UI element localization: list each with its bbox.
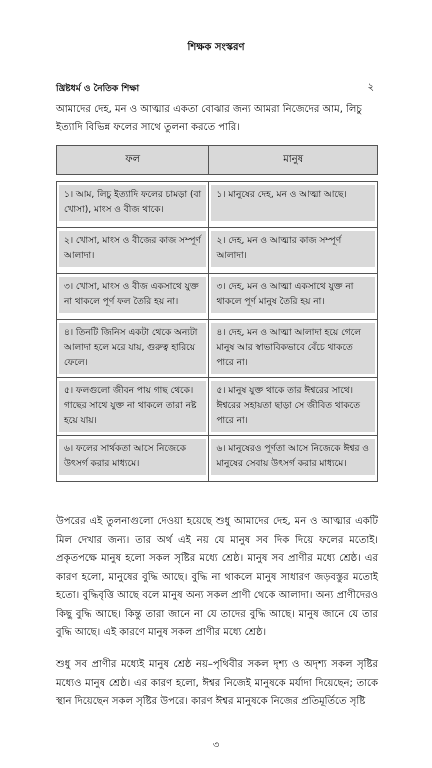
- column-header-human: মানুষ: [209, 146, 378, 175]
- body-paragraph-2: শুধু সব প্রাণীর মধ্যেই মানুষ শ্রেষ্ঠ নয়–পৃথিবীর সকল দৃশ্য ও অদৃশ্য সকল সৃষ্টির মধ্যেও মানুষ শ্রেষ্ঠ। এর কারণ হলো, ঈশ্বর নিজেই মানুষকে মর্যাদা দিয়েছেন; তাকে স্থান দিয়েছেন সকল সৃষ্টির উপরে। কারণ ঈশ্বর মানুষকে নিজের প্রতিমূর্তিতে সৃষ্টি: [56, 659, 378, 707]
- page-number-bottom: ৩: [212, 740, 220, 751]
- intro-paragraph: আমাদের দেহ, মন ও আত্মার একতা বোঝার জন্য আমরা নিজেদের আম, লিচু ইত্যাদি বিভিন্ন ফলের সাথে তুলনা করতে পারি।: [56, 104, 362, 133]
- human-cell: ৩। দেহ, মন ও আত্মা একসাথে যুক্ত না থাকলে পূর্ণ মানুষ তৈরি হয় না।: [211, 277, 375, 313]
- human-cell: ৬। মানুষেরও পূর্ণতা আসে নিজেকে ঈশ্বর ও মানুষের সেবায় উৎসর্গ করার মাধ্যমে।: [211, 439, 375, 475]
- fruit-cell: ৩। খোসা, মাংস ও বীজ একসাথে যুক্ত না থাকলে পূর্ণ ফল তৈরি হয় না।: [59, 277, 206, 313]
- column-header-fruit: ফল: [57, 146, 209, 175]
- fruit-cell: ৫। ফলগুলো জীবন পায় গাছ থেকে। গাছের সাথে যুক্ত না থাকলে তারা নষ্ট হয়ে যায়।: [59, 381, 206, 432]
- comparison-table: [56, 145, 378, 482]
- table-row: [57, 274, 378, 320]
- table-row: [57, 378, 378, 436]
- human-cell: ৫। মানুষ যুক্ত থাকে তার ঈশ্বরের সাথে। ঈশ্বরের সহায়তা ছাড়া সে জীবিত থাকতে পারে না।: [211, 381, 375, 432]
- page-number-top: ২: [367, 82, 374, 93]
- table-header-row: [57, 146, 378, 175]
- body-paragraph-1: উপরের এই তুলনাগুলো দেওয়া হয়েছে শুধু আমাদের দেহ, মন ও আত্মার একটি মিল দেখার জন্য। তার অর্থ এই নয় যে মানুষ সব দিক দিয়ে ফলের মতোই। প্রকৃতপক্ষে মানুষ হলো সকল সৃষ্টির মধ্যে শ্রেষ্ঠ। মানুষ সব প্রাণীর মধ্যে শ্রেষ্ঠ। এর কারণ হলো, মানুষের বুদ্ধি আছে। বুদ্ধি না থাকলে মানুষ সাধারণ জড়বস্তুর মতোই হতো। বুদ্ধিবৃত্তি আছে বলে মানুষ অন্য সকল প্রাণী থেকে আলাদা। অন্য প্রাণীদেরও কিছু বুদ্ধি আছে। কিন্তু তারা জানে না যে তাদের বুদ্ধি আছে। মানুষ জানে যে তার বুদ্ধি আছে। এই কারণে মানুষ সকল প্রাণীর মধ্যে শ্রেষ্ঠ।: [56, 516, 378, 638]
- table-row: [57, 228, 378, 274]
- fruit-cell: ২। খোসা, মাংস ও বীজের কাজ সম্পূর্ণ আলাদা।: [59, 231, 206, 267]
- human-cell: ৪। দেহ, মন ও আত্মা আলাদা হয়ে গেলে মানুষ আর স্বাভাবিকভাবে বেঁচে থাকতে পারে না।: [211, 323, 375, 374]
- fruit-cell: ৬। ফলের সার্থকতা আসে নিজেকে উৎসর্গ করার মাধ্যমে।: [59, 439, 206, 475]
- table-row: [57, 436, 378, 482]
- edition-header: শিক্ষক সংস্করণ: [187, 42, 245, 53]
- human-cell: ১। মানুষের দেহ, মন ও আত্মা আছে।: [211, 185, 375, 221]
- fruit-cell: ১। আম, লিচু ইত্যাদি ফলের চামড়া (বা খোসা), মাংস ও বীজ থাকে।: [59, 185, 206, 221]
- table-row: [57, 320, 378, 378]
- human-cell: ২। দেহ, মন ও আত্মার কাজ সম্পূর্ণ আলাদা।: [211, 231, 375, 267]
- table-row: [57, 182, 378, 228]
- book-title: খ্রিষ্টধর্ম ও নৈতিক শিক্ষা: [56, 84, 140, 94]
- fruit-cell: ৪। তিনটি জিনিস একটা থেকে অন্যটা আলাদা হলে মরে যায়, গুরুত্ব হারিয়ে ফেলে।: [59, 323, 206, 374]
